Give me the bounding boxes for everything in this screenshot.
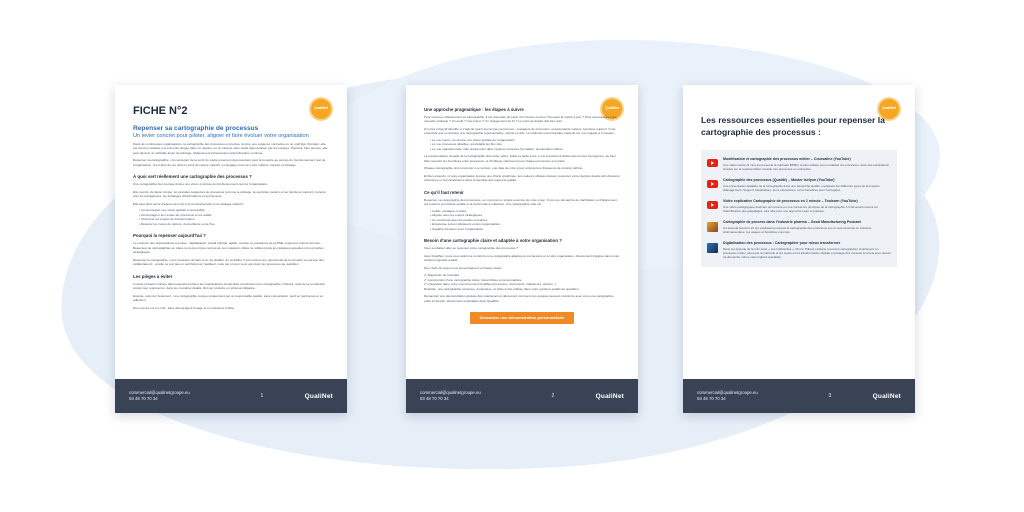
list-item: • Capable d'évoluer avec l'organisation bbox=[430, 227, 620, 231]
section-title: Ce qu'il faut retenir bbox=[424, 189, 464, 195]
resource-item[interactable] bbox=[707, 157, 891, 171]
resource-item[interactable] bbox=[707, 178, 891, 192]
footer-contact bbox=[129, 390, 219, 403]
list-item: • Lisible, partagée et claire bbox=[430, 209, 620, 213]
document-page-3[interactable] bbox=[683, 85, 915, 413]
paragraph: Une fois l'objectif identifié, il s'agit de réunir les bonnes personnes : managers de processus, représentants métiers, fonctions support. C'est ensemble que se dessine une cartographie représentative, simple et utile. La méthode recommandée s'appuie sur une logique à 3 niveaux : bbox=[424, 126, 616, 136]
paragraph: Vous souhaitez aller au repenser votre cartographie des processus ? bbox=[424, 246, 519, 251]
youtube-icon bbox=[707, 180, 718, 188]
paragraph: Il existe plusieurs travers dans lesquels tombent les organisations lorsqu'elles construisent leur cartographie. D'abord, celui de la complexité : vouloir tout représenter, dans les moindres détails, finit par produire un schéma indigeste. bbox=[133, 281, 327, 291]
check-item: ✔ Diagnostic de l'existant bbox=[424, 273, 459, 278]
qualinet-badge-logo: QualiNet bbox=[600, 97, 624, 121]
qualinet-logo: QualiNet bbox=[872, 392, 901, 400]
contact-phone: 03 48 70 70 34 bbox=[420, 396, 449, 401]
resource-description: Un épisode (environ 15 sp) expliquant pourquoi la cartographie des processus est un outil essentiel en industrie pharmaceutique, les usages et bénéfices concrets. bbox=[723, 226, 872, 235]
check-item: ✔ Construction d'une cartographie claire, hiérarchisée et personnalisée bbox=[424, 277, 522, 282]
resource-description: Dans cet épisode de la mini-série « Les Inéficacités », Pierre Thibaut explique comment cartographier simplement un processus métier, ainsi que la méthode et les sujets sur la transformation digitale et partage des conseils concrets pour réussir sa démarche même sans logiciel spécialisé. bbox=[723, 247, 891, 260]
paragraph: Elle peut ainsi servir d'appui commun à la compréhension et au pilotage collectif : bbox=[133, 201, 245, 206]
resource-title[interactable]: Modélisation et cartographie des processus métier – Coursaline (YouTube) bbox=[723, 157, 851, 162]
page-title: Les ressources essentielles pour repenser la cartographie des processus : bbox=[701, 115, 885, 137]
list-item: • Communiquer une vision globale et accessible bbox=[139, 208, 329, 212]
paragraph: Des erreurs ont un coût : elles découragent l'usage et en réduisent l'utilité. bbox=[133, 305, 235, 310]
request-demo-button[interactable]: Demander une démonstration personnalisée bbox=[470, 312, 574, 324]
paragraph: Elle montre, de façon simple, les grandes catégories de processus (comme le pilotage, les activités métiers et les fonctions support), la façon dont ils interagissent, les échanges d'informations et qui fait quoi. bbox=[133, 189, 327, 199]
list-item: • Co-construite avec les parties prenantes bbox=[430, 218, 620, 222]
bullet-list bbox=[424, 138, 620, 151]
paragraph: Repenser la cartographie, c'est l'occasion de faire le tri, de clarifier, de simplifier. C'est surtout une opportunité de la remettre au service des collaborateurs : qu'elle ne soit pas un outil fait pour l'auditeur, mais par et pour ceux qui vivent les processus au quotidien. bbox=[133, 257, 324, 267]
list-item: • Accompagner les revues de processus et les audits bbox=[139, 213, 329, 217]
resource-item[interactable] bbox=[707, 241, 891, 259]
list-item: • Entretenue à des indicateurs et des responsables bbox=[430, 222, 620, 226]
footer-contact bbox=[697, 390, 787, 403]
page-number: 2 bbox=[551, 393, 555, 399]
podcast-icon bbox=[707, 222, 718, 232]
page-title: FICHE N°2 bbox=[133, 105, 188, 117]
resource-title[interactable]: Vidéo explicative Cartographie de processus en 1 minute – Toolearn (YouTube) bbox=[723, 199, 858, 204]
resource-description: Une vidéo courte (5 min) qui présente la méthode BPMN, la plus utilisée pour modéliser les processus, avec des explications simples sur la représentation visuelle des processus en entreprise. bbox=[723, 162, 889, 172]
resource-title[interactable]: Cartographie de process dans l'industrie pharma – Good Manufacturing Podcast bbox=[723, 220, 861, 225]
paragraph: Repenser sa cartographie, c'est accepter de la sortir du cadre purement documentaire pour la remettre au service du fonctionnement réel de l'organisation. C'est faire de cet outil un point de repère collectif, un langage commun entre métiers, support et pilotage. bbox=[133, 158, 326, 167]
resource-title[interactable]: Cartographie des processus (Qualité) – Master Isetyon (YouTube) bbox=[723, 178, 835, 183]
paragraph: Le contexte des organisations a évolué : digitalisation, travail hybride, agilité, montée en puissance de la RSE, exigences clients accrues... Beaucoup de cartographies en place ne tiennent pas compte de ces mutations. Elles ne reflètent plus les pratiques actuelles ni les priorités stratégiques. bbox=[133, 241, 324, 255]
list-item: • Alignée avec les enjeux stratégiques bbox=[430, 213, 620, 217]
document-page-2[interactable] bbox=[406, 85, 638, 413]
podcast-icon bbox=[707, 243, 718, 253]
list-item: • Structurer les projets de transformation bbox=[139, 217, 329, 221]
contact-email[interactable]: commercial@qualinetgroupe.eu bbox=[420, 389, 481, 395]
paragraph: Ensuite, celui de l'isolement : une cartographie conçue uniquement par un responsable qualité, sans concertation, perd en pertinence et en adhésion. bbox=[133, 293, 324, 303]
page-number: 1 bbox=[260, 393, 264, 399]
check-item: ✔ Intégration dans votre environnement QualiNet (processus, documents, indicateurs, actions...) bbox=[424, 282, 557, 287]
bullet-list bbox=[133, 208, 329, 226]
contact-phone: 03 48 70 70 34 bbox=[129, 396, 158, 401]
section-title: Une approche pragmatique : les étapes à suivre bbox=[424, 107, 524, 112]
list-item: • Détecter les zones de rupture, de doublons ou de flou bbox=[139, 222, 329, 226]
contact-email[interactable]: commercial@qualinetgroupe.eu bbox=[697, 389, 758, 395]
contact-email[interactable]: commercial@qualinetgroupe.eu bbox=[129, 389, 190, 395]
section-heading: Repenser sa cartographie de processus bbox=[133, 125, 259, 132]
paragraph: Nos chefs de projet vous accompagnent à chaque étape : bbox=[424, 265, 504, 270]
contact-phone: 03 48 70 70 34 bbox=[697, 396, 726, 401]
section-title: Pourquoi la repenser aujourd'hui ? bbox=[133, 233, 206, 239]
paragraph: Une cartographie bien pensée donne une vision concrète du fonctionnement réel de l'organisation. bbox=[133, 182, 268, 187]
paragraph: Et bien entendu, si votre organisation impose une charte graphique, les couleurs utilisées doivent respecter votre identité visuelle afin d'assurer cohérence et reconnaissance dans l'ensemble des supports qualité. bbox=[424, 173, 620, 183]
footer-contact bbox=[420, 390, 510, 403]
page-footer bbox=[406, 379, 638, 413]
youtube-icon bbox=[707, 201, 718, 209]
check-item: Résultat : une cartographie contenue, dynamique, et prête à être utilisée dans votre système qualité au quotidien. bbox=[424, 286, 580, 291]
youtube-icon bbox=[707, 159, 718, 167]
paragraph: Repenser sa cartographie des processus, ce n'est pas un simple exercice de mise à jour. C'est une démarche de clarification et d'alignement, qui renforce la maturité qualité et la performance collective. Une cartographie utile est : bbox=[424, 197, 618, 207]
list-item: • Le vue opérationnelle, utile uniquement dans certains contextes (formation, amélioration ciblée) bbox=[430, 147, 620, 151]
bullet-list bbox=[424, 209, 620, 231]
document-page-1[interactable] bbox=[115, 85, 347, 413]
paragraph: Pour repenser efficacement sa cartographie, il est important de partir d'un besoin concret. Pourquoi la mettre à jour ? Pour accompagner une nouvelle stratégie ? Un audit ? Une fusion ? Un changement de SI ? Le point de départ doit être clair. bbox=[424, 115, 617, 124]
qualinet-badge-logo: QualiNet bbox=[877, 97, 901, 121]
section-title: Besoin d'une cartographie claire et adaptée à votre organisation ? bbox=[424, 238, 562, 244]
page-footer bbox=[115, 379, 347, 413]
qualinet-badge-logo: QualiNet bbox=[309, 97, 333, 121]
section-title: À quoi sert réellement une cartographie des processus ? bbox=[133, 174, 252, 180]
resource-item[interactable] bbox=[707, 199, 891, 213]
paragraph: Avec QualiNet, nous vous aidons à construire une cartographie adaptée à vos besoins et à votre organisation, directement intégrée dans notre solution logicielle qualité. bbox=[424, 253, 620, 263]
paragraph: Dans de nombreuses organisations, la cartographie des processus est perçue comme une exigence normative ou un outil figé. Pourtant, elle est souvent réalisée une fois puis rangée dans un dossier, ou un intranet sans réelle appropriation par les équipes. Pourtant, bien pensée, elle peut devenir un véritable levier de pilotage, d'alignement transversal et d'amélioration continue. bbox=[133, 142, 328, 155]
list-item: • Le vue processus détaillée, qui détaille les flux clés bbox=[430, 142, 620, 146]
resources-list bbox=[701, 150, 897, 266]
paragraph: Chaque cartographie doit comporter une version, une date de mise à jour ainsi qu'une fréquence de révision définie. bbox=[424, 166, 583, 171]
section-subheading: Un levier concret pour piloter, aligner et faire évoluer votre organisation bbox=[133, 133, 309, 139]
list-item: • Le vue macro, qui donne une vision globale de l'organisation bbox=[430, 138, 620, 142]
resource-description: Une présentation détaillée de la cartographie dans une démarche qualité, expliquant les différents types de processus (Management, Support, Réalisation), leurs interactions, et les bénéfices pour l'entreprise. bbox=[723, 183, 880, 193]
resource-title[interactable]: Digitalisation des processus : Cartographier pour mieux transformer bbox=[723, 241, 841, 246]
paragraph: La représentation visuelle de la cartographie doit rester sobre, lisible et facile à lire. Il est important d'utiliser des formes homogènes, de bien faire ressortir les interfaces entre processus, et d'indiquer clairement pour chaque processus son pilote. bbox=[424, 154, 616, 163]
resource-description: Une vidéo pédagogique destinée qui résume en une minute les principes de la cartographie. L'intervenant revient sur l'identification des gaspillages, très utile pour une approche Lean et pratique. bbox=[723, 204, 879, 214]
qualinet-logo: QualiNet bbox=[595, 392, 624, 400]
paragraph: Demandez une démonstration gratuite dès maintenant et découvrez comment nos équipes peuvent construire avec vous une cartographie prête à l'emploi, directement exploitable dans QualiNet. bbox=[424, 294, 614, 303]
section-title: Les pièges à éviter bbox=[133, 273, 173, 279]
page-footer bbox=[683, 379, 915, 413]
qualinet-logo: QualiNet bbox=[304, 392, 333, 400]
resource-item[interactable] bbox=[707, 220, 891, 234]
page-number: 3 bbox=[828, 393, 832, 399]
